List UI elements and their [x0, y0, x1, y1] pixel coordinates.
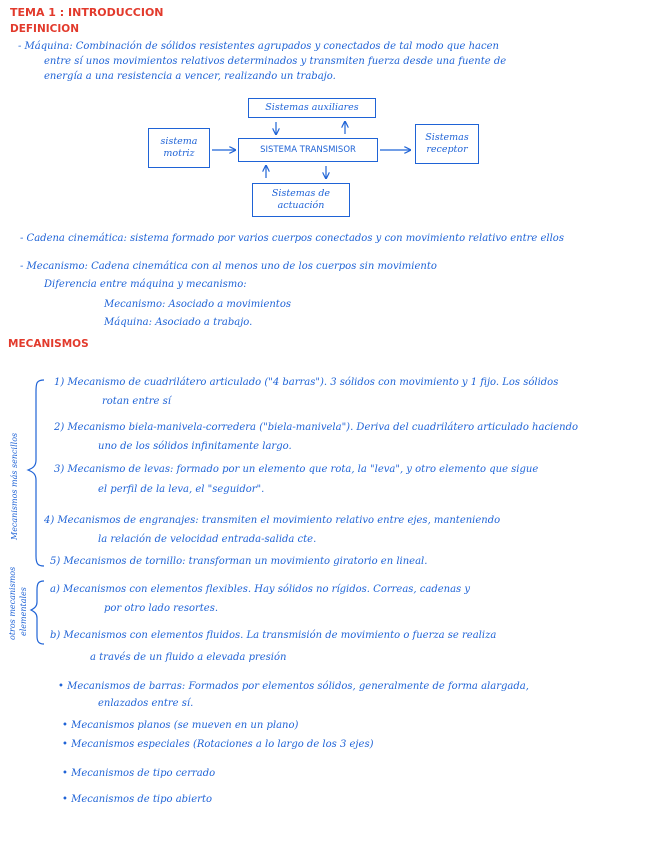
item-5-line-1: 5) Mecanismos de tornillo: transforman un movimiento giratorio en lineal.	[50, 556, 428, 567]
heading-mecanismos: MECANISMOS	[8, 338, 89, 350]
page-title: TEMA 1 : INTRODUCCION	[10, 6, 164, 19]
box-label: Sistemas	[425, 132, 469, 143]
diferencia-line: Diferencia entre máquina y mecanismo:	[44, 279, 247, 290]
item-2-line-1: 2) Mecanismo biela-manivela-corredera ("biela-manivela"). Deriva del cuadrilátero articulado haciendo	[54, 422, 579, 433]
box-label: motriz	[163, 148, 195, 159]
dif-mecanismo-line: Mecanismo: Asociado a movimientos	[104, 299, 291, 310]
item-4-line-1: 4) Mecanismos de engranajes: transmiten el movimiento relativo entre ejes, manteniendo	[44, 515, 501, 526]
item-3-line-2: el perfil de la leva, el "seguidor".	[98, 484, 265, 495]
label-otros-2: elementales	[19, 587, 28, 636]
item-4-line-2: la relación de velocidad entrada-salida cte.	[98, 534, 317, 545]
box-label: SISTEMA TRANSMISOR	[260, 145, 356, 155]
brace-otros	[31, 581, 44, 644]
maquina-line-3: energía a una resistencia a vencer, realizando un trabajo.	[44, 71, 336, 82]
bullet-especiales: • Mecanismos especiales (Rotaciones a lo largo de los 3 ejes)	[62, 739, 374, 750]
otros-a-line-2: por otro lado resortes.	[104, 603, 219, 614]
barras-line-1: • Mecanismos de barras: Formados por elementos sólidos, generalmente de forma alargada,	[58, 681, 529, 692]
item-1-line-2: rotan entre sí	[102, 396, 171, 407]
dif-maquina-line: Máquina: Asociado a trabajo.	[104, 317, 253, 328]
label-otros-1: otros mecanismos	[8, 566, 17, 640]
barras-line-2: enlazados entre sí.	[98, 698, 194, 709]
item-2-line-2: uno de los sólidos infinitamente largo.	[98, 441, 292, 452]
bullet-cerrado: • Mecanismos de tipo cerrado	[62, 768, 216, 779]
box-label: Sistemas de	[271, 188, 331, 199]
label-sencillos: Mecanismos más sencillos	[10, 432, 19, 540]
otros-b-line-2: a través de un fluido a elevada presión	[90, 652, 287, 663]
box-label: receptor	[426, 144, 468, 155]
otros-a-line-1: a) Mecanismos con elementos flexibles. Hay sólidos no rígidos. Correas, cadenas y	[50, 584, 471, 595]
heading-definicion: DEFINICION	[10, 23, 79, 35]
box-label: sistema	[160, 136, 198, 147]
maquina-line-1: - Máquina: Combinación de sólidos resistentes agrupados y conectados de tal modo que hacen	[18, 41, 499, 52]
maquina-line-2: entre sí unos movimientos relativos determinados y transmiten fuerza desde una fuente de	[44, 56, 507, 67]
cadena-line: - Cadena cinemática: sistema formado por varios cuerpos conectados y con movimiento relativo entre ellos	[20, 233, 564, 244]
item-3-line-1: 3) Mecanismo de levas: formado por un elemento que rota, la "leva", y otro elemento que sigue	[54, 464, 539, 475]
bullet-planos: • Mecanismos planos (se mueven en un plano)	[62, 720, 299, 731]
bullet-abierto: • Mecanismos de tipo abierto	[62, 794, 212, 805]
box-label: actuación	[277, 200, 325, 211]
item-1-line-1: 1) Mecanismo de cuadrilátero articulado ("4 barras"). 3 sólidos con movimiento y 1 fijo. Los sólidos	[54, 377, 559, 388]
box-label: Sistemas auxiliares	[265, 102, 359, 113]
brace-sencillos	[28, 380, 44, 566]
otros-b-line-1: b) Mecanismos con elementos fluidos. La transmisión de movimiento o fuerza se realiza	[50, 630, 497, 641]
mecanismo-line: - Mecanismo: Cadena cinemática con al menos uno de los cuerpos sin movimiento	[20, 261, 437, 272]
